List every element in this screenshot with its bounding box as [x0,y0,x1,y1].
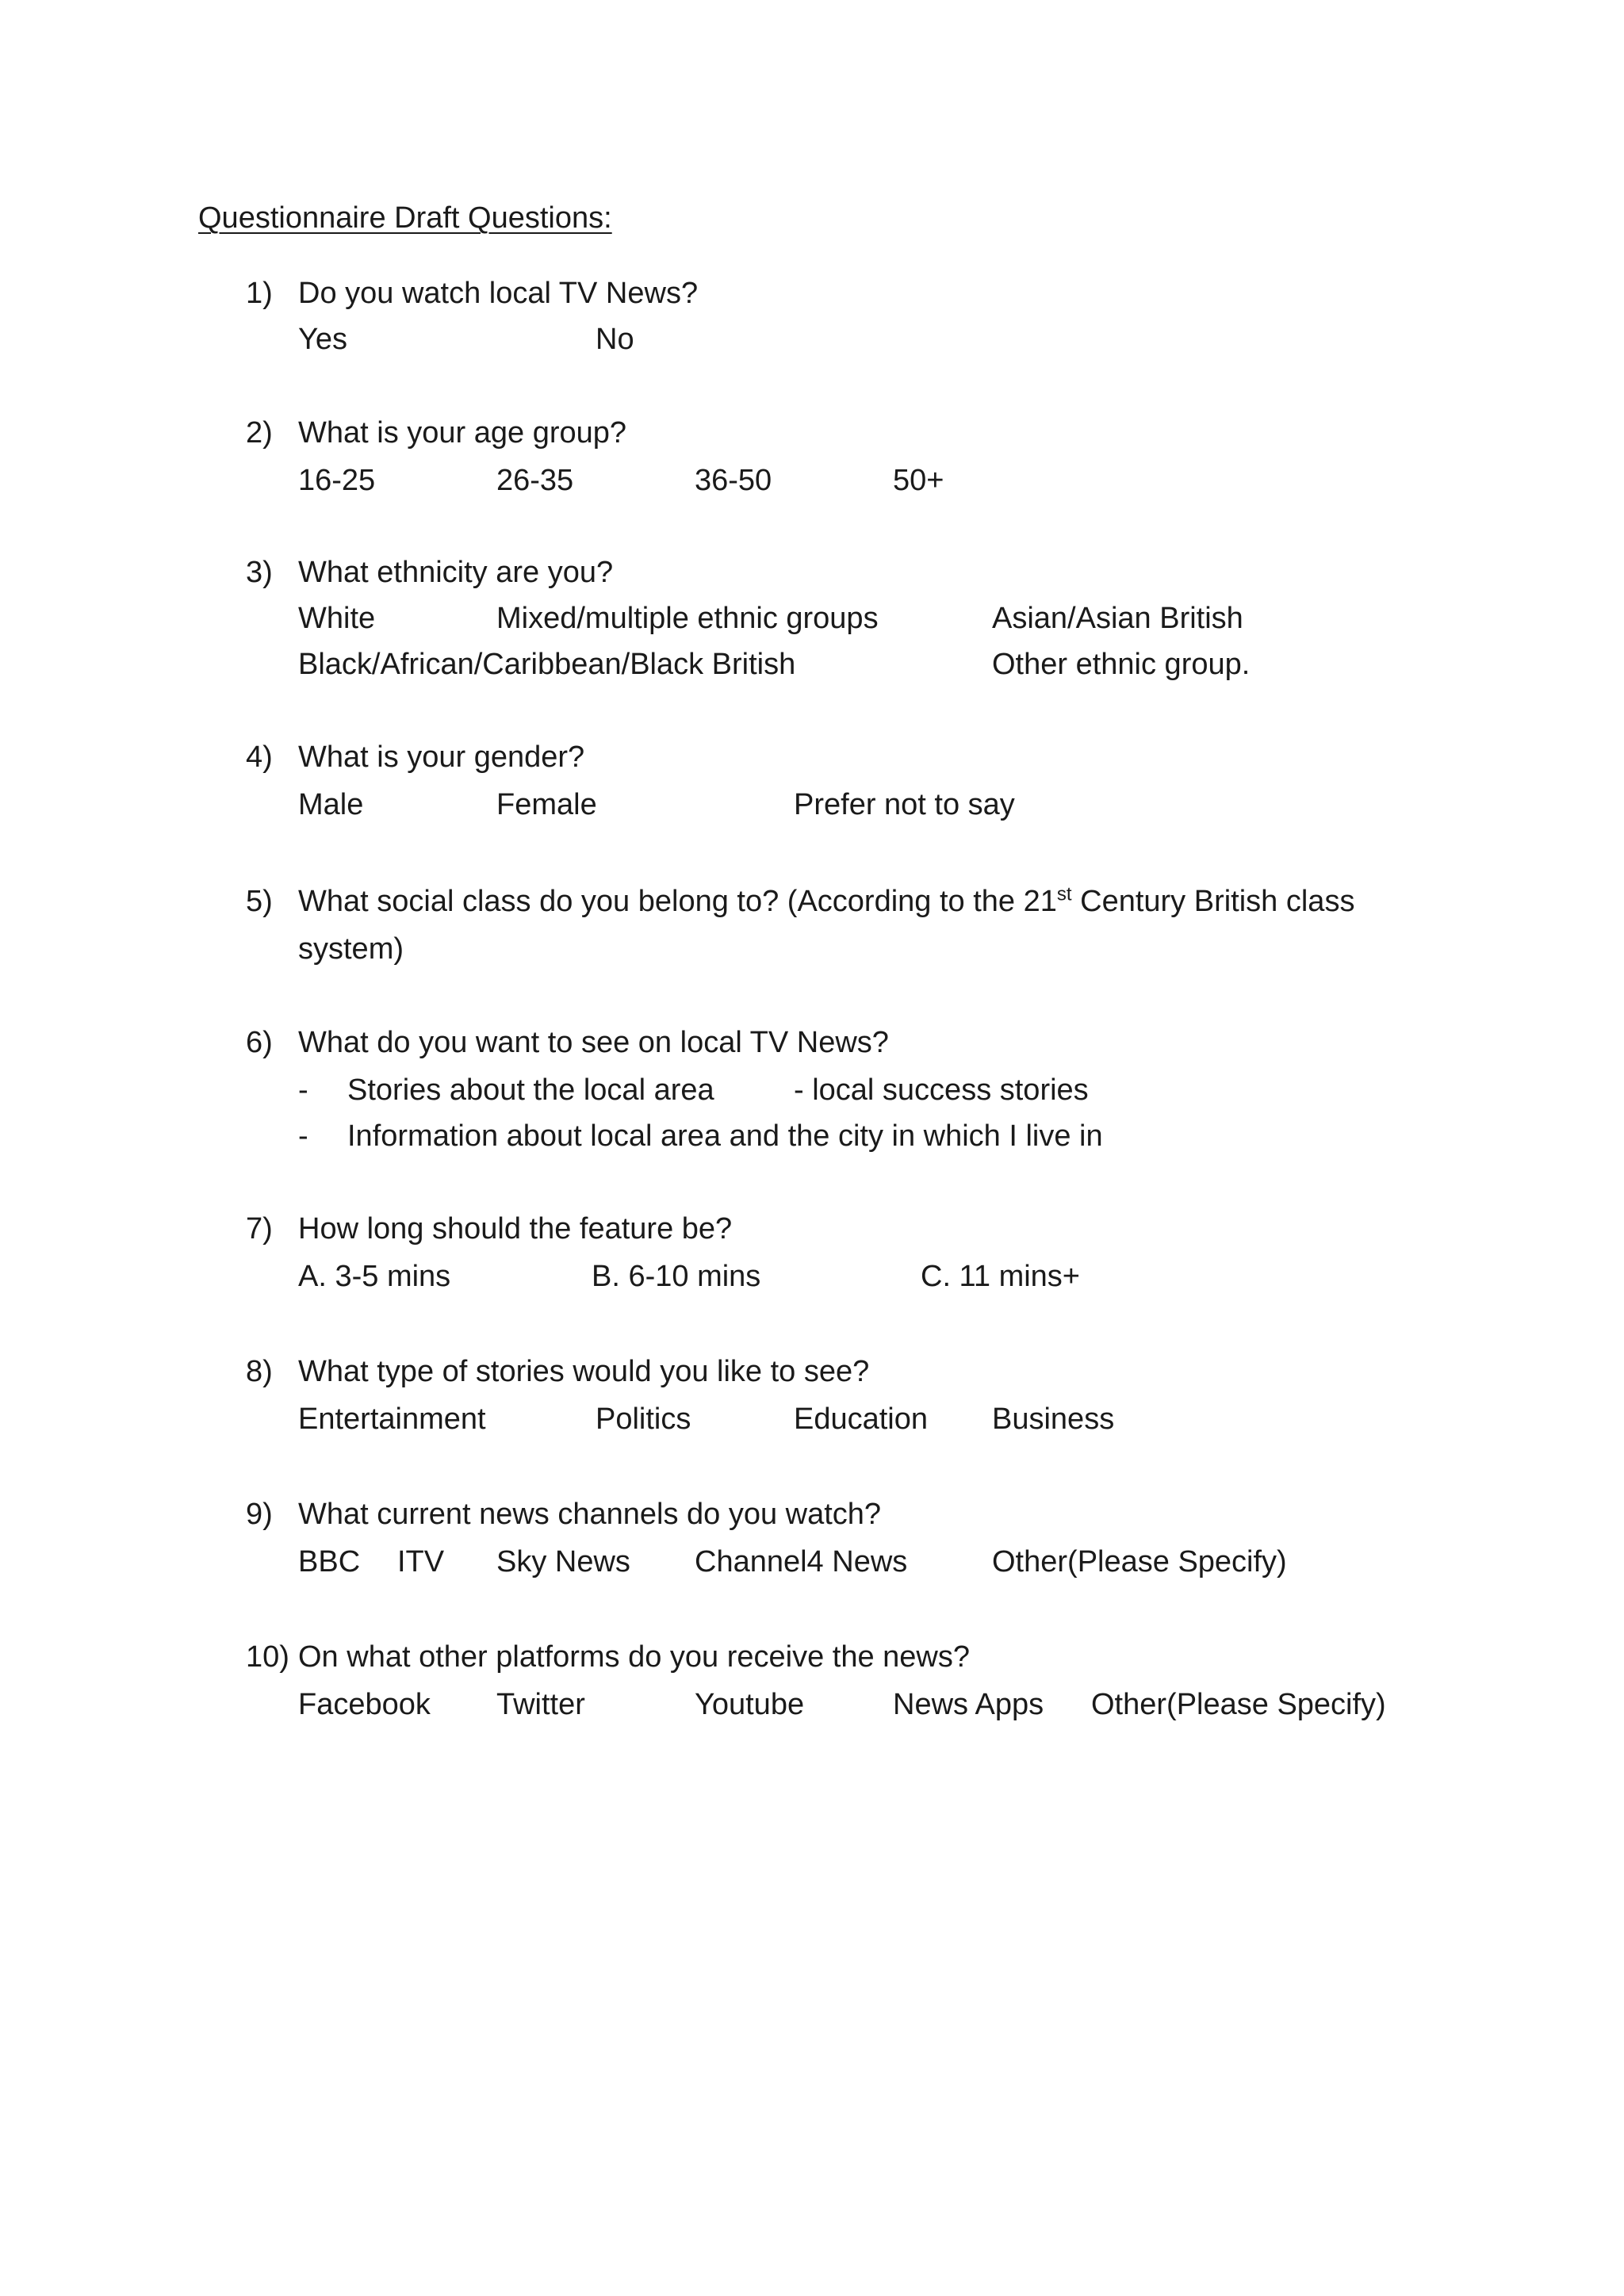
option-channel: Other(Please Specify) [992,1545,1287,1578]
option-age: 16-25 [298,464,376,497]
option-gender: Male [298,788,364,821]
answer-options [298,1681,1488,1728]
bullet-item [298,1066,1488,1114]
option-ethnicity: Other ethnic group. [992,648,1251,681]
question-number: 7) [246,1212,273,1246]
question-number: 10) [246,1640,289,1674]
question-text: What ethnicity are you? [298,556,614,589]
bullet-text: Information about local area and the city in which I live in [347,1119,1103,1153]
option-platform: News Apps [893,1688,1044,1721]
answer-options [298,1395,1488,1443]
question-text: What current news channels do you watch? [298,1498,882,1531]
question-number: 3) [246,556,273,589]
option-ethnicity: White [298,602,376,635]
bullet-extra: - local success stories [794,1073,1089,1107]
option-age: 50+ [893,464,944,497]
option-story-type: Politics [596,1402,691,1436]
question-number: 4) [246,740,273,774]
option-channel: Channel4 News [695,1545,908,1578]
option-ethnicity: Asian/Asian British [992,602,1243,635]
bullet-dash: - [298,1073,308,1107]
question-text: What type of stories would you like to see? [298,1355,870,1388]
option-yes: Yes [298,323,347,356]
option-channel: BBC [298,1545,361,1578]
option-channel: Sky News [496,1545,630,1578]
question-number: 2) [246,416,273,450]
question-text: What social class do you belong to? (According to the 21st Century British class system) [298,883,1355,966]
question-text: What do you want to see on local TV News? [298,1026,889,1059]
option-platform: Twitter [496,1688,585,1721]
option-length: B. 6-10 mins [592,1260,761,1293]
answer-options-row-2 [298,641,1488,688]
answer-options [298,457,1488,504]
option-age: 26-35 [496,464,574,497]
option-gender: Prefer not to say [794,788,1015,821]
question-number: 6) [246,1026,273,1059]
document-title: Questionnaire Draft Questions: [198,201,612,235]
option-story-type: Education [794,1402,929,1436]
option-platform: Youtube [695,1688,805,1721]
answer-options-row-1 [298,595,1488,642]
option-platform: Facebook [298,1688,431,1721]
option-channel: ITV [397,1545,445,1578]
option-ethnicity: Black/African/Caribbean/Black British [298,648,796,681]
option-story-type: Entertainment [298,1402,486,1436]
option-no: No [596,323,634,356]
answer-options [298,781,1488,828]
option-length: C. 11 mins+ [921,1260,1080,1293]
option-gender: Female [496,788,597,821]
question-text: Do you watch local TV News? [298,277,699,310]
question-text: What is your gender? [298,740,585,774]
option-platform: Other(Please Specify) [1091,1688,1386,1721]
bullet-item [298,1112,1488,1160]
question-text: How long should the feature be? [298,1212,733,1246]
question-number: 1) [246,277,273,310]
option-ethnicity: Mixed/multiple ethnic groups [496,602,879,635]
option-age: 36-50 [695,464,772,497]
answer-options [298,316,1488,363]
option-story-type: Business [992,1402,1115,1436]
option-length: A. 3-5 mins [298,1260,451,1293]
question-number: 9) [246,1498,273,1531]
question-number: 5) [246,885,273,918]
question-number: 8) [246,1355,273,1388]
answer-options [298,1253,1488,1300]
answer-options [298,1538,1488,1586]
bullet-dash: - [298,1119,308,1153]
bullet-text: Stories about the local area [347,1073,714,1107]
question-text: On what other platforms do you receive the news? [298,1640,971,1674]
question-text: What is your age group? [298,416,627,450]
